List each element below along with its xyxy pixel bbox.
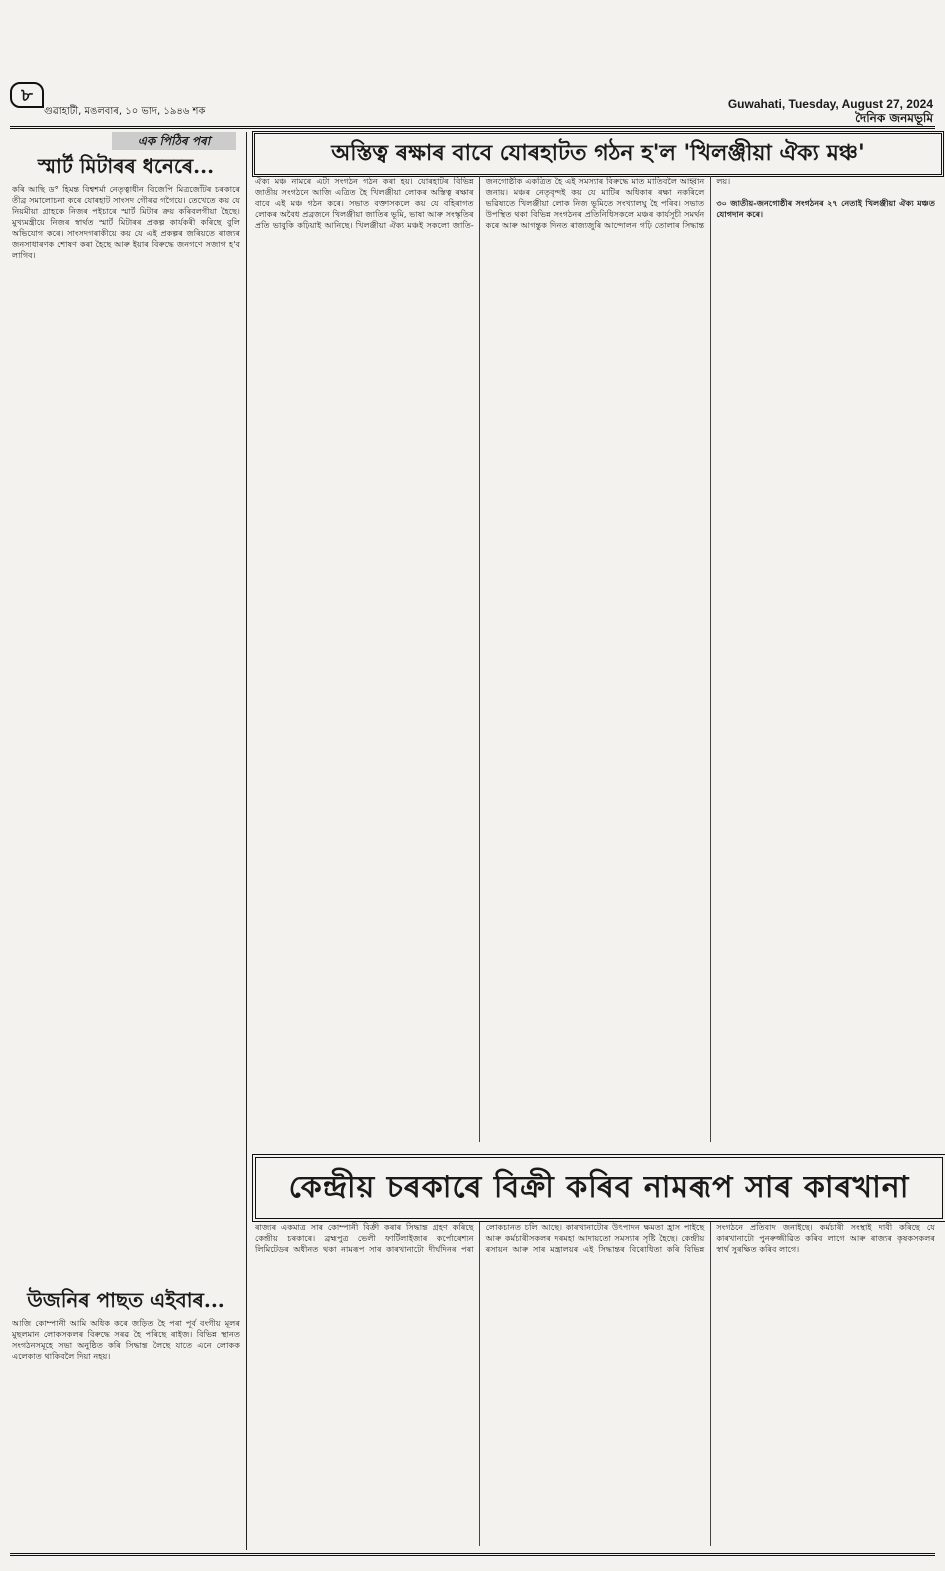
column-divider: [246, 132, 247, 1550]
main-article-subhead: ৩০ জাতীয়-জনগোষ্ঠীৰ সংগঠনৰ ২৭ নেতাই খিলঞ্জীয়া ঐক্য মঞ্চত যোগদান কৰে।: [716, 198, 935, 220]
left-article-body: [12, 184, 240, 1274]
left-article-text-2: আজি কোম্পানী আমি অধিক কৰে জড়িত হৈ পৰা পূৰ্ব বংগীয় মূলৰ মুছলমান লোকসকলৰ বিৰুদ্ধে সৰৱ হৈ পৰিছে ৰাইজ। বিভিন্ন স্থানত সংগঠনসমূহে সভা অনুষ্ঠিত কৰি সিদ্ধান্ত লৈছে যাতে এনে লোকক এলেকাত থাকিবলৈ দিয়া নহয়।: [12, 1318, 240, 1362]
page-number: ৮: [10, 82, 44, 108]
main-headline: অস্তিত্ব ৰক্ষাৰ বাবে যোৰহাটত গঠন হ'ল 'খিলঞ্জীয়া ঐক্য মঞ্চ': [252, 131, 944, 177]
left-headline: স্মাৰ্ট মিটাৰৰ ধনেৰে...: [37, 154, 215, 178]
second-article-text: ৰাজ্যৰ একমাত্ৰ সাৰ কোম্পানী বিক্ৰী কৰাৰ সিদ্ধান্ত গ্ৰহণ কৰিছে কেন্দ্ৰীয় চৰকাৰে। ব্ৰহ্মপুত্ৰ ভেলী ফাৰ্টিলাইজাৰ কৰ্পোৰেশ্যন লিমিটেডৰ অধীনত থকা নামৰূপ সাৰ কাৰখানাটো দীৰ্ঘদিনৰ পৰা লোকচানত চলি আছে। কাৰখানাটোৰ উৎপাদন ক্ষমতা হ্ৰাস পাইছে আৰু কৰ্মচাৰীসকলৰ দৰমহা আদায়তো সমস্যাৰ সৃষ্টি হৈছে। কেন্দ্ৰীয় ৰসায়ন আৰু সাৰ মন্ত্ৰালয়ৰ এই সিদ্ধান্তৰ বিৰোধিতা কৰি বিভিন্ন সংগঠনে প্ৰতিবাদ জনাইছে। কৰ্মচাৰী সংস্থাই দাবী কৰিছে যে কাৰখানাটো পুনৰুজ্জীৱিত কৰিব লাগে আৰু ৰাজ্যৰ কৃষকসকলৰ স্বাৰ্থ সুৰক্ষিত কৰিব লাগে।: [255, 1222, 935, 1255]
left-article-body-2: [12, 1318, 240, 1546]
second-headline: কেন্দ্ৰীয় চৰকাৰে বিক্ৰী কৰিব নামৰূপ সাৰ কাৰখানা: [252, 1154, 945, 1222]
main-article-text: ঐক্য মঞ্চ নামৰে এটা সংগঠন গঠন কৰা হয়। যোৰহাটৰ বিভিন্ন জাতীয় সংগঠনে আজি এত্ৰিত হৈ খিলঞ্জীয়া লোকৰ অস্তিত্ব ৰক্ষাৰ বাবে এই মঞ্চ গঠন কৰে। সভাত বক্তাসকলে কয় যে বহিৰাগত লোকৰ অবৈধ প্ৰব্ৰজনে খিলঞ্জীয়া জাতিৰ ভূমি, ভাষা আৰু সংস্কৃতিৰ প্ৰতি ভাবুকি কঢ়িয়াই আনিছে। খিলঞ্জীয়া ঐক্য মঞ্চই সকলো জাতি-জনগোষ্ঠীক একত্ৰিত হৈ এই সমস্যাৰ বিৰুদ্ধে মাত মাতিবলৈ আহ্বান জনায়। মঞ্চৰ নেতৃবৃন্দই কয় যে মাটিৰ অধিকাৰ ৰক্ষা নকৰিলে ভৱিষ্যতে খিলঞ্জীয়া লোক নিজ ভূমিতে সংখ্যালঘু হৈ পৰিব। সভাত উপস্থিত থকা বিভিন্ন সংগঠনৰ প্ৰতিনিধিসকলে মঞ্চৰ কাৰ্যসূচী সমৰ্থন কৰে আৰু আগন্তুক দিনত ৰাজ্যজুৰি আন্দোলন গঢ়ি তোলাৰ সিদ্ধান্ত লয়।: [255, 176, 731, 231]
footer-rule: [10, 1553, 935, 1556]
left-headline-2: উজনিৰ পাছত এইবাৰ...: [27, 1288, 225, 1312]
left-article-text: কৰি আছি ড° হিমন্ত বিশ্বশৰ্মা নেতৃত্বাধীন বিজেপি মিত্ৰজোঁটৰ চৰকাৰে তীব্ৰ সমালোচনা কৰে যোৰহাট সাংসদ গৌৰৱ গগৈয়ে। তেখেতে কয় যে নিয়মীয়া গ্ৰাহকে নিজৰ পইচাৰে স্মাৰ্ট মিটাৰ ক্ৰয় কৰিবলগীয়া হৈছে। মুখ্যমন্ত্ৰীয়ে নিজৰ স্বাৰ্থত স্মাৰ্ট মিটাৰৰ প্ৰকল্প কাৰ্যকৰী কৰিছে বুলি অভিযোগ কৰে। সাংসদগৰাকীয়ে কয় যে এই প্ৰকল্পৰ জৰিয়তে ৰাজ্যৰ জনসাধাৰণক শোষণ কৰা হৈছে আৰু ইয়াৰ বিৰুদ্ধে জনগণে সজাগ হ'ব লাগিব।: [12, 184, 240, 261]
main-article-body: [255, 176, 935, 1142]
masthead-brand: দৈনিক জনমভূমি: [855, 111, 933, 125]
dateline-assamese: গুৱাহাটী, মঙলবাৰ, ১০ ভাদ, ১৯৪৬ শক: [44, 106, 206, 117]
dateline-english: Guwahati, Tuesday, August 27, 2024: [727, 97, 933, 111]
second-article-body: [255, 1222, 935, 1546]
kicker-label: এক পিঠিৰ পৰা: [112, 132, 236, 150]
header-rule: [10, 126, 935, 129]
page-header: [0, 0, 945, 125]
